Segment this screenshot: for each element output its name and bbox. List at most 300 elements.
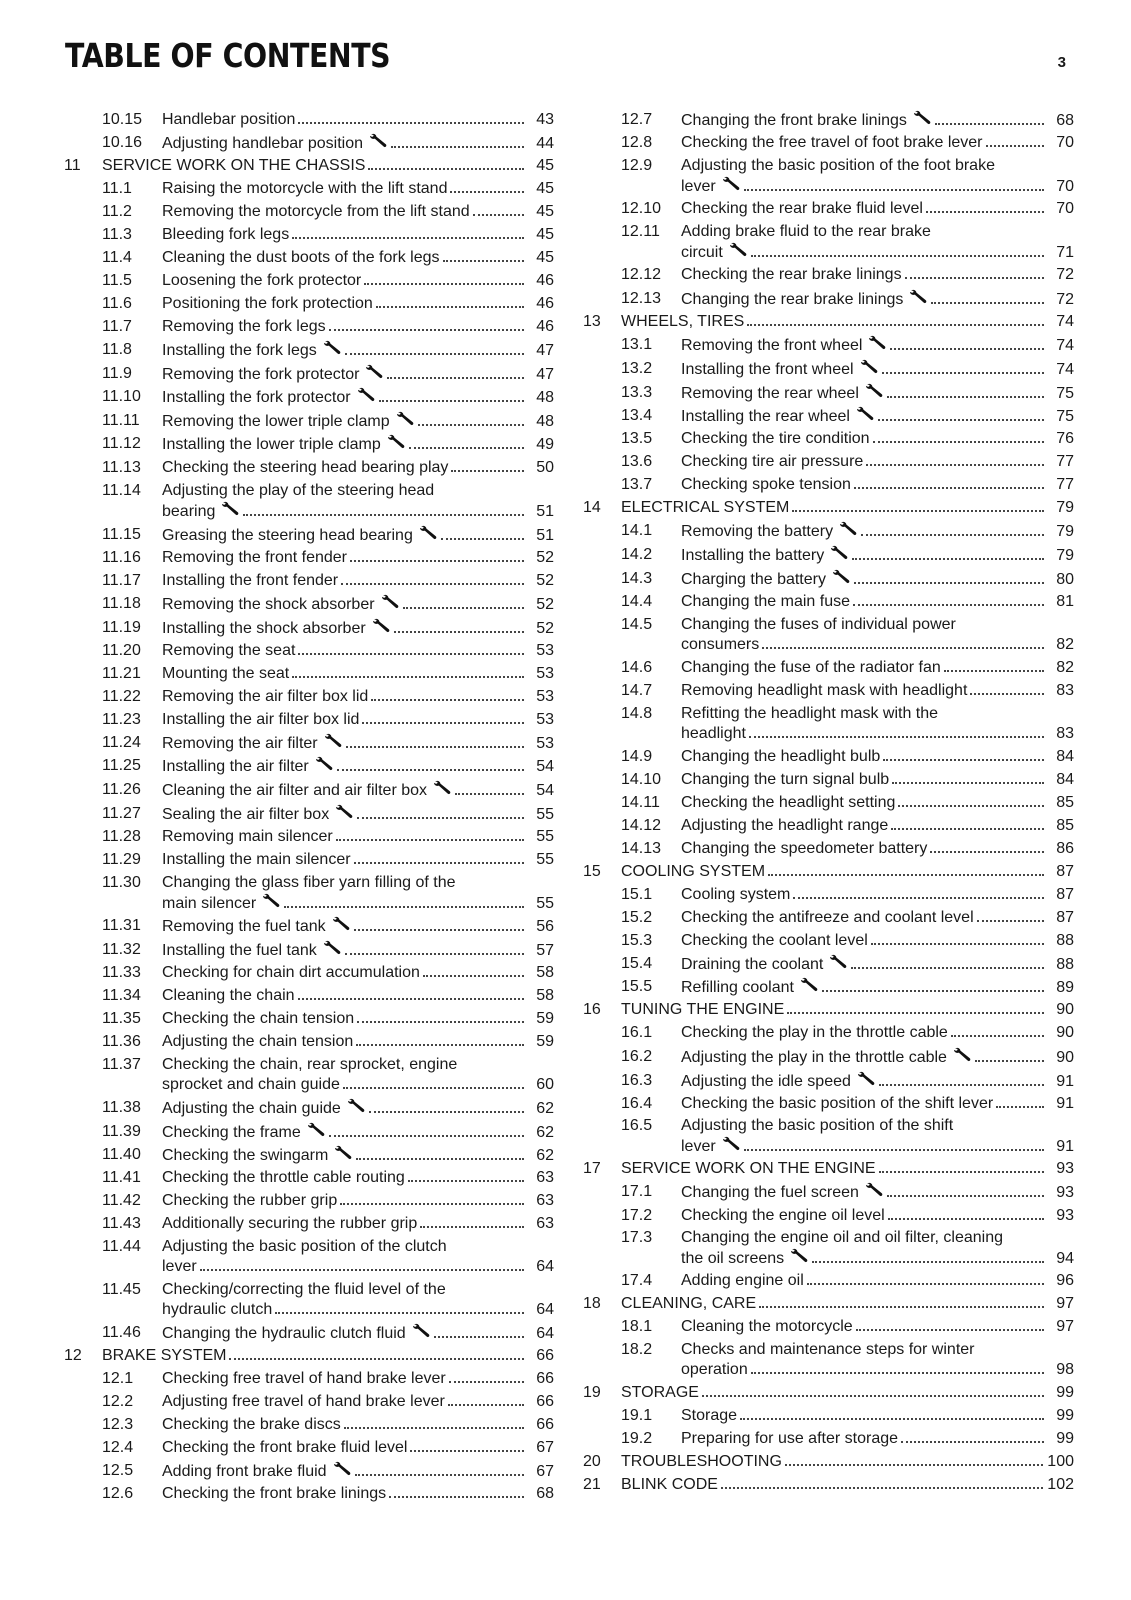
toc-entry[interactable]	[64, 1392, 554, 1412]
toc-entry[interactable]	[64, 1122, 554, 1143]
toc-entry[interactable]	[64, 1055, 554, 1095]
toc-entry[interactable]	[583, 545, 1074, 566]
toc-entry-number: 15.5	[621, 978, 653, 995]
toc-entry-title: Removing the air filter	[162, 735, 318, 752]
dot-leader	[371, 699, 524, 701]
toc-entry[interactable]	[64, 710, 554, 730]
wrench-icon	[307, 1122, 326, 1143]
toc-entry[interactable]	[583, 1094, 1074, 1114]
toc-entry[interactable]	[583, 615, 1074, 655]
toc-entry[interactable]	[583, 406, 1074, 427]
toc-entry-title: Checking the engine oil level	[681, 1207, 885, 1224]
toc-entry-number: 11.1	[102, 180, 132, 197]
toc-entry[interactable]	[64, 202, 554, 222]
toc-entry-page: 47	[536, 366, 554, 383]
toc-entry[interactable]	[583, 569, 1074, 590]
toc-entry-page: 53	[536, 642, 554, 659]
toc-entry[interactable]	[64, 641, 554, 661]
dot-leader	[200, 1269, 524, 1271]
toc-entry[interactable]	[583, 1000, 1074, 1020]
toc-entry-title: Cleaning the dust boots of the fork legs	[162, 249, 440, 266]
toc-entry-title: Checking the antifreeze and coolant level	[681, 909, 974, 926]
toc-entry-number: 17.3	[621, 1229, 653, 1246]
toc-entry[interactable]	[583, 289, 1074, 310]
toc-entry-title: Draining the coolant	[681, 956, 824, 973]
toc-entry[interactable]	[583, 359, 1074, 380]
toc-entry-number: 16.4	[621, 1095, 653, 1112]
toc-entry-number: 14.9	[621, 748, 653, 765]
toc-entry-number: 14.3	[621, 570, 653, 587]
dot-leader	[740, 1418, 1044, 1420]
dot-leader	[337, 769, 524, 771]
toc-entry[interactable]	[583, 383, 1074, 404]
toc-entry[interactable]	[64, 687, 554, 707]
dot-leader	[747, 324, 1044, 326]
dot-leader	[883, 759, 1044, 761]
toc-entry-title: Changing the fuses of individual power	[681, 616, 956, 633]
toc-entry-page: 48	[536, 389, 554, 406]
toc-entry-title: Checking the brake discs	[162, 1416, 341, 1433]
toc-entry[interactable]	[64, 780, 554, 801]
toc-entry[interactable]	[64, 411, 554, 432]
toc-entry-number: 11.17	[102, 572, 141, 589]
toc-entry-page: 67	[536, 1463, 554, 1480]
toc-entry-title: headlight	[681, 725, 746, 742]
toc-entry[interactable]	[583, 1116, 1074, 1157]
toc-entry[interactable]	[583, 335, 1074, 356]
toc-entry-page: 88	[1056, 956, 1074, 973]
toc-entry-title: main silencer	[162, 895, 257, 912]
toc-entry-number: 11.3	[102, 226, 132, 243]
toc-entry-page: 52	[536, 620, 554, 637]
toc-entry-page: 46	[536, 272, 554, 289]
toc-entry-number: 12.10	[621, 200, 662, 217]
toc-entry-page: 75	[1056, 385, 1074, 402]
wrench-icon	[369, 133, 388, 154]
toc-entry-title: COOLING SYSTEM	[621, 863, 766, 880]
toc-entry-number: 11.11	[102, 412, 140, 429]
toc-entry-page: 82	[1056, 659, 1074, 676]
toc-entry-title: Installing the fork protector	[162, 389, 351, 406]
toc-entry[interactable]	[64, 873, 554, 914]
toc-entry[interactable]	[64, 1032, 554, 1052]
toc-entry-number: 11.23	[102, 711, 141, 728]
toc-entry[interactable]	[583, 312, 1074, 332]
toc-entry-page: 84	[1056, 771, 1074, 788]
toc-entry-number: 16.2	[621, 1048, 653, 1065]
toc-entry-title: Installing the main silencer	[162, 851, 351, 868]
toc-entry-page: 83	[1056, 682, 1074, 699]
toc-entry-page: 77	[1056, 476, 1074, 493]
toc-entry-number: 11.44	[102, 1238, 141, 1255]
dot-leader	[898, 805, 1044, 807]
toc-entry-number: 17.2	[621, 1207, 653, 1224]
toc-entry[interactable]	[64, 1438, 554, 1458]
toc-entry[interactable]	[64, 364, 554, 385]
toc-entry[interactable]	[583, 747, 1074, 767]
toc-entry-page: 62	[536, 1147, 554, 1164]
toc-entry[interactable]	[64, 1098, 554, 1119]
toc-entry-title: Checking free travel of hand brake lever	[162, 1370, 446, 1387]
toc-entry[interactable]	[583, 592, 1074, 612]
toc-entry-title: the oil screens	[681, 1250, 785, 1267]
toc-entry-page: 71	[1056, 244, 1074, 261]
dot-leader	[749, 736, 1044, 738]
toc-entry-number: 13.4	[621, 407, 653, 424]
toc-entry-title: Installing the front wheel	[681, 361, 854, 378]
toc-entry-title: Checking the free travel of foot brake lever	[681, 134, 983, 151]
toc-entry-title: Removing the lower triple clamp	[162, 413, 390, 430]
toc-entry-title: Additionally securing the rubber grip	[162, 1215, 418, 1232]
toc-entry[interactable]	[64, 1145, 554, 1166]
toc-entry[interactable]	[64, 340, 554, 361]
toc-entry[interactable]	[583, 1071, 1074, 1092]
dot-leader	[996, 1106, 1044, 1108]
toc-entry[interactable]	[583, 199, 1074, 219]
toc-entry[interactable]	[64, 940, 554, 961]
toc-entry-title: Preparing for use after storage	[681, 1430, 899, 1447]
toc-entry-page: 66	[536, 1370, 554, 1387]
toc-entry-title: Adjusting the headlight range	[681, 817, 889, 834]
toc-entry[interactable]	[583, 1271, 1074, 1291]
toc-entry[interactable]	[64, 317, 554, 337]
toc-entry-page: 59	[536, 1010, 554, 1027]
toc-entry[interactable]	[583, 222, 1074, 263]
dot-leader	[931, 302, 1044, 304]
wrench-icon	[800, 977, 819, 998]
toc-entry[interactable]	[583, 1317, 1074, 1337]
toc-entry-page: 93	[1056, 1207, 1074, 1224]
toc-entry-number: 12.1	[102, 1370, 134, 1387]
toc-entry[interactable]	[64, 618, 554, 639]
toc-entry[interactable]	[583, 110, 1074, 131]
toc-entry-title: BLINK CODE	[621, 1476, 718, 1493]
toc-entry-title: Installing the air filter	[162, 758, 309, 775]
wrench-icon	[396, 411, 415, 432]
toc-entry[interactable]	[583, 1383, 1074, 1403]
toc-entry-number: 12.2	[102, 1393, 134, 1410]
toc-entry-page: 51	[536, 503, 554, 520]
toc-entry[interactable]	[583, 1206, 1074, 1226]
toc-entry[interactable]	[64, 756, 554, 777]
toc-entry-title: Checking the throttle cable routing	[162, 1169, 405, 1186]
toc-entry[interactable]	[64, 1214, 554, 1234]
toc-entry-title: Adjusting the play in the throttle cable	[681, 1049, 947, 1066]
toc-entry-title: operation	[681, 1361, 748, 1378]
toc-entry-title: Cleaning the motorcycle	[681, 1318, 853, 1335]
toc-entry[interactable]	[583, 839, 1074, 859]
toc-entry[interactable]	[583, 521, 1074, 542]
toc-entry[interactable]	[583, 1452, 1074, 1472]
toc-entry-page: 80	[1056, 571, 1074, 588]
toc-entry-page: 72	[1056, 291, 1074, 308]
toc-entry-page: 45	[536, 157, 554, 174]
toc-entry[interactable]	[583, 1294, 1074, 1314]
toc-entry-page: 62	[536, 1100, 554, 1117]
toc-entry[interactable]	[64, 225, 554, 245]
toc-entry[interactable]	[583, 770, 1074, 790]
dot-leader	[394, 631, 524, 633]
toc-entry-title: Checking the play in the throttle cable	[681, 1024, 948, 1041]
toc-entry[interactable]	[64, 1280, 554, 1320]
toc-entry-page: 70	[1056, 178, 1074, 195]
toc-entry-number: 15	[583, 863, 601, 880]
dot-leader	[986, 145, 1045, 147]
toc-entry-title: Removing the fork legs	[162, 318, 326, 335]
toc-entry[interactable]	[583, 498, 1074, 518]
toc-entry-number: 13.2	[621, 360, 653, 377]
toc-entry-title: Adjusting the play of the steering head	[162, 482, 435, 499]
toc-entry[interactable]	[583, 908, 1074, 928]
toc-entry-page: 79	[1056, 523, 1074, 540]
toc-entry[interactable]	[583, 885, 1074, 905]
dot-leader	[873, 441, 1044, 443]
dot-leader	[951, 1035, 1044, 1037]
toc-entry[interactable]	[64, 387, 554, 408]
toc-entry[interactable]	[583, 954, 1074, 975]
toc-entry-title: Removing the fuel tank	[162, 918, 326, 935]
toc-entry-page: 44	[536, 135, 554, 152]
toc-entry[interactable]	[583, 1475, 1074, 1495]
toc-entry[interactable]	[64, 594, 554, 615]
toc-entry-page: 90	[1056, 1024, 1074, 1041]
dot-leader	[861, 534, 1044, 536]
dot-leader	[871, 943, 1044, 945]
toc-entry-title: Cooling system	[681, 886, 791, 903]
toc-entry[interactable]	[583, 429, 1074, 449]
dot-leader	[355, 1474, 524, 1476]
toc-entry-title: Checking the front brake linings	[162, 1485, 387, 1502]
toc-entry-page: 72	[1056, 266, 1074, 283]
toc-entry[interactable]	[64, 271, 554, 291]
toc-entry[interactable]	[583, 704, 1074, 744]
toc-entry[interactable]	[64, 458, 554, 478]
toc-entry-title: SERVICE WORK ON THE ENGINE	[621, 1160, 876, 1177]
toc-entry-page: 66	[536, 1347, 554, 1364]
toc-entry-page: 97	[1056, 1318, 1074, 1335]
toc-entry-page: 52	[536, 549, 554, 566]
toc-entry-title: Removing headlight mask with headlight	[681, 682, 968, 699]
toc-entry-page: 91	[1056, 1073, 1074, 1090]
toc-entry[interactable]	[583, 1406, 1074, 1426]
toc-entry-number: 11.41	[102, 1169, 141, 1186]
toc-entry-number: 14.2	[621, 546, 653, 563]
toc-entry-page: 74	[1056, 361, 1074, 378]
toc-entry-number: 11	[64, 157, 81, 174]
toc-entry-title: Sealing the air filter box	[162, 806, 330, 823]
toc-entry[interactable]	[64, 133, 554, 154]
dot-leader	[420, 1226, 524, 1228]
toc-entry[interactable]	[64, 481, 554, 522]
dot-leader	[935, 123, 1044, 125]
dot-leader	[812, 1261, 1044, 1263]
toc-entry[interactable]	[583, 1429, 1074, 1449]
toc-entry[interactable]	[583, 1228, 1074, 1269]
toc-entry[interactable]	[583, 681, 1074, 701]
toc-entry[interactable]	[64, 986, 554, 1006]
dot-leader	[807, 1283, 1044, 1285]
dot-leader	[882, 372, 1044, 374]
toc-entry[interactable]	[64, 1346, 554, 1366]
toc-entry-page: 100	[1047, 1453, 1074, 1470]
toc-entry-number: 11.7	[102, 318, 132, 335]
dot-leader	[901, 1441, 1044, 1443]
toc-entry-title: Checking the chain, rear sprocket, engine	[162, 1056, 458, 1073]
dot-leader	[744, 189, 1044, 191]
toc-entry[interactable]	[64, 525, 554, 546]
toc-entry-page: 48	[536, 413, 554, 430]
toc-entry-number: 16.5	[621, 1117, 653, 1134]
toc-entry-title: Checking the rubber grip	[162, 1192, 338, 1209]
toc-entry[interactable]	[583, 475, 1074, 495]
toc-entry[interactable]	[64, 1484, 554, 1504]
toc-entry[interactable]	[64, 1369, 554, 1389]
toc-entry-title: SERVICE WORK ON THE CHASSIS	[102, 157, 366, 174]
toc-entry-number: 11.33	[102, 964, 141, 981]
toc-entry-number: 12.9	[621, 157, 653, 174]
dot-leader	[343, 1087, 524, 1089]
dot-leader	[329, 1135, 524, 1137]
toc-entry-page: 49	[536, 436, 554, 453]
toc-entry-title: Checking the chain tension	[162, 1010, 355, 1027]
toc-entry-page: 53	[536, 735, 554, 752]
toc-entry-title: Checking the headlight setting	[681, 794, 896, 811]
toc-entry-title: CLEANING, CARE	[621, 1295, 757, 1312]
toc-entry-title: lever	[162, 1258, 197, 1275]
toc-entry-page: 68	[1056, 112, 1074, 129]
dot-leader	[856, 1329, 1044, 1331]
toc-entry[interactable]	[64, 571, 554, 591]
toc-entry-page: 63	[536, 1192, 554, 1209]
wrench-icon	[729, 242, 748, 263]
toc-entry-number: 11.24	[102, 734, 141, 751]
dot-leader	[408, 1180, 524, 1182]
toc-entry[interactable]	[583, 1023, 1074, 1043]
toc-entry[interactable]	[64, 1237, 554, 1277]
toc-entry-title: Adjusting the basic position of the foot brake	[681, 157, 995, 174]
toc-entry[interactable]	[583, 658, 1074, 678]
toc-entry[interactable]	[583, 816, 1074, 836]
toc-entry-page: 52	[536, 596, 554, 613]
toc-entry[interactable]	[64, 1461, 554, 1482]
toc-entry[interactable]	[64, 179, 554, 199]
dot-leader	[292, 676, 524, 678]
wrench-icon	[790, 1248, 809, 1269]
toc-entry-number: 20	[583, 1453, 601, 1470]
wrench-icon	[334, 1145, 353, 1166]
toc-entry-page: 74	[1056, 337, 1074, 354]
toc-entry-page: 47	[536, 342, 554, 359]
toc-entry-number: 13.3	[621, 384, 653, 401]
toc-entry-page: 46	[536, 318, 554, 335]
toc-entry-page: 63	[536, 1169, 554, 1186]
toc-entry[interactable]	[64, 294, 554, 314]
toc-entry[interactable]	[583, 265, 1074, 285]
wrench-icon	[372, 618, 391, 639]
toc-entry-title: Raising the motorcycle with the lift stand	[162, 180, 448, 197]
toc-entry[interactable]	[64, 733, 554, 754]
toc-entry[interactable]	[64, 156, 554, 176]
wrench-icon	[868, 335, 887, 356]
page-number: 3	[1057, 54, 1066, 71]
toc-entry[interactable]	[64, 1415, 554, 1435]
toc-entry-number: 11.46	[102, 1324, 141, 1341]
toc-entry[interactable]	[64, 1323, 554, 1344]
toc-entry[interactable]	[64, 110, 554, 130]
toc-entry-page: 45	[536, 226, 554, 243]
toc-entry-number: 10.15	[102, 111, 143, 128]
toc-entry[interactable]	[583, 1340, 1074, 1380]
toc-entry[interactable]	[64, 548, 554, 568]
toc-entry[interactable]	[64, 434, 554, 455]
wrench-icon	[347, 1098, 366, 1119]
toc-entry[interactable]	[583, 1159, 1074, 1179]
toc-entry-title: Bleeding fork legs	[162, 226, 290, 243]
toc-entry-title: Adjusting handlebar position	[162, 135, 364, 152]
toc-entry[interactable]	[583, 452, 1074, 472]
toc-entry[interactable]	[64, 248, 554, 268]
toc-entry-number: 12.5	[102, 1462, 134, 1479]
toc-entry[interactable]	[583, 1047, 1074, 1068]
toc-entry-number: 14.1	[621, 522, 653, 539]
toc-entry[interactable]	[64, 804, 554, 825]
toc-entry-number: 11.12	[102, 435, 141, 452]
toc-entry[interactable]	[583, 931, 1074, 951]
toc-entry-title: BRAKE SYSTEM	[102, 1347, 227, 1364]
dot-leader	[243, 514, 524, 516]
toc-entry-number: 11.20	[102, 642, 141, 659]
toc-entry[interactable]	[583, 793, 1074, 813]
toc-entry-title: Removing the rear wheel	[681, 385, 859, 402]
toc-entry-title: Adding engine oil	[681, 1272, 804, 1289]
dot-leader	[449, 1381, 524, 1383]
toc-entry-number: 11.18	[102, 595, 141, 612]
toc-entry-page: 66	[536, 1416, 554, 1433]
toc-entry[interactable]	[64, 963, 554, 983]
dot-leader	[418, 424, 524, 426]
toc-entry-number: 11.2	[102, 203, 132, 220]
toc-entry[interactable]	[64, 827, 554, 847]
toc-entry[interactable]	[583, 862, 1074, 882]
toc-entry[interactable]	[583, 977, 1074, 998]
wrench-icon	[324, 733, 343, 754]
dot-leader	[345, 953, 524, 955]
dot-leader	[721, 1487, 1043, 1489]
toc-entry[interactable]	[64, 664, 554, 684]
dot-leader	[298, 998, 524, 1000]
wrench-icon	[433, 780, 452, 801]
toc-entry-number: 17.1	[621, 1183, 653, 1200]
toc-entry[interactable]	[64, 916, 554, 937]
dot-leader	[866, 464, 1044, 466]
toc-entry-page: 91	[1056, 1138, 1074, 1155]
toc-entry[interactable]	[583, 1182, 1074, 1203]
toc-entry-title: Installing the air filter box lid	[162, 711, 360, 728]
toc-entry-page: 87	[1056, 886, 1074, 903]
dot-leader	[403, 607, 524, 609]
toc-entry-number: 17	[583, 1160, 601, 1177]
dot-leader	[892, 782, 1044, 784]
toc-entry[interactable]	[583, 156, 1074, 197]
toc-entry[interactable]	[64, 1168, 554, 1188]
toc-entry[interactable]	[583, 133, 1074, 153]
toc-entry[interactable]	[64, 1009, 554, 1029]
dot-leader	[970, 693, 1044, 695]
toc-entry[interactable]	[64, 1191, 554, 1211]
toc-entry[interactable]	[64, 850, 554, 870]
dot-leader	[354, 862, 524, 864]
toc-entry-page: 70	[1056, 200, 1074, 217]
